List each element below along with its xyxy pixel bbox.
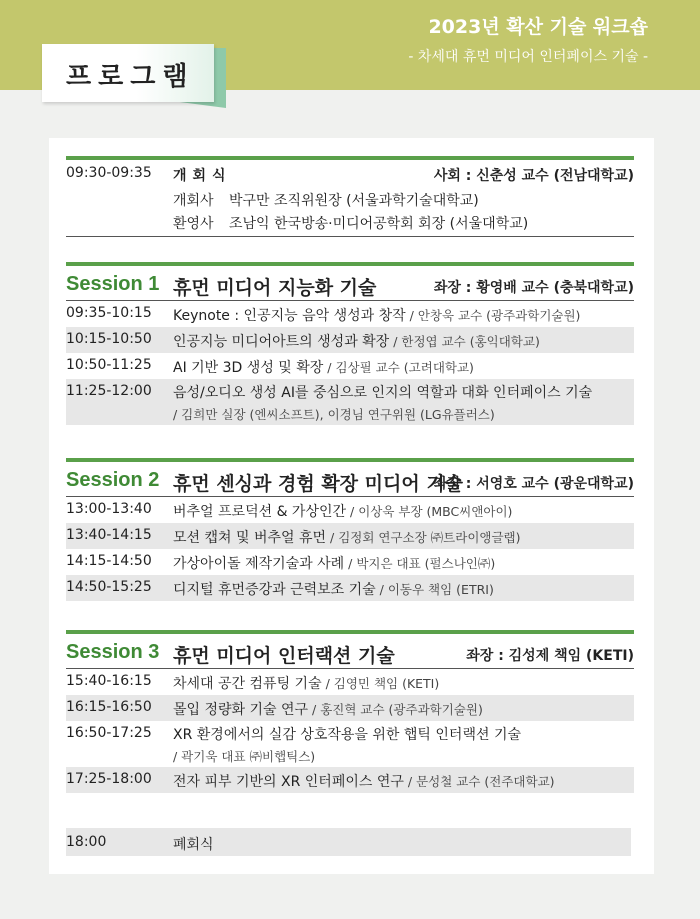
schedule-row (66, 767, 634, 793)
row-time: 10:50-11:25 (66, 357, 152, 373)
row-time: 11:25-12:00 (66, 383, 152, 399)
schedule-row (66, 327, 634, 353)
session-number: Session 2 (66, 469, 160, 491)
opening-host: 사회 : 신춘성 교수 (전남대학교) (433, 168, 634, 184)
row-title: AI 기반 3D 생성 및 확장 (173, 360, 324, 376)
schedule-row (66, 549, 634, 575)
session-number: Session 3 (66, 641, 160, 663)
session-number: Session 1 (66, 273, 160, 295)
schedule-row (66, 301, 634, 327)
row-time: 16:15-16:50 (66, 699, 152, 715)
closing-time: 18:00 (66, 834, 107, 850)
opening-block (66, 160, 634, 236)
closing-row (66, 828, 631, 856)
row-speaker: / 이상욱 부장 (MBC씨앤아이) (346, 504, 513, 519)
session-chair: 좌장 : 김성제 책임 (KETI) (466, 648, 634, 664)
row-speaker: / 한정엽 교수 (홍익대학교) (389, 334, 540, 349)
schedule-row (66, 523, 634, 549)
opening-line-text: 박구만 조직위원장 (서울과학기술대학교) (229, 193, 479, 209)
session-chair: 좌장 : 서영호 교수 (광운대학교) (433, 476, 634, 492)
row-speaker: / 문성철 교수 (전주대학교) (403, 774, 555, 789)
row-time: 14:15-14:50 (66, 553, 152, 569)
row-time: 17:25-18:00 (66, 771, 152, 787)
row-time: 10:15-10:50 (66, 331, 152, 347)
row-speaker: / 곽기욱 대표 ㈜비햅틱스) (173, 749, 316, 764)
opening-line-text: 조남익 한국방송·미디어공학회 회장 (서울대학교) (229, 216, 529, 232)
row-title: XR 환경에서의 실감 상호작용을 위한 햅틱 인터랙션 기술 (173, 727, 521, 743)
session-header (66, 462, 634, 496)
program-tab (42, 44, 214, 102)
row-title: 버추얼 프로덕션 & 가상인간 (173, 504, 347, 520)
session-title: 휴먼 미디어 지능화 기술 (173, 277, 377, 299)
program-tab-label: 프로그램 (66, 62, 195, 92)
section-divider (66, 236, 634, 237)
schedule-row (66, 497, 634, 523)
opening-line-label: 환영사 (173, 216, 214, 232)
row-time: 16:50-17:25 (66, 725, 152, 741)
row-speaker: / 홍진혁 교수 (광주과학기술원) (308, 702, 483, 717)
row-title: 모션 캡쳐 및 버추얼 휴먼 (173, 530, 327, 546)
schedule-row (66, 575, 634, 601)
opening-line (173, 213, 528, 233)
row-speaker: / 김영민 책임 (KETI) (321, 676, 440, 691)
workshop-subtitle: - 차세대 휴먼 미디어 인터페이스 기술 - (408, 49, 648, 65)
row-title: 전자 피부 기반의 XR 인터페이스 연구 (173, 774, 404, 790)
opening-time: 09:30-09:35 (66, 165, 152, 181)
schedule-row (66, 695, 634, 721)
row-speaker: / 김정회 연구소장 ㈜트라이앵글랩) (326, 530, 521, 545)
session-chair: 좌장 : 황영배 교수 (충북대학교) (433, 280, 634, 296)
row-time: 13:40-14:15 (66, 527, 152, 543)
schedule-row (66, 721, 634, 767)
session-header (66, 634, 634, 668)
row-speaker: / 박지은 대표 (펄스나인㈜) (344, 556, 496, 571)
row-time: 14:50-15:25 (66, 579, 152, 595)
session-title: 휴먼 미디어 인터랙션 기술 (173, 645, 395, 667)
workshop-title: 2023년 확산 기술 워크숍 (428, 16, 648, 38)
row-speaker: / 이동우 책임 (ETRI) (375, 582, 494, 597)
row-time: 09:35-10:15 (66, 305, 152, 321)
row-title: 디지털 휴먼증강과 근력보조 기술 (173, 582, 376, 598)
row-title: 음성/오디오 생성 AI를 중심으로 인지의 역할과 대화 인터페이스 기술 (173, 385, 593, 401)
opening-line (173, 190, 479, 210)
schedule-row (66, 669, 634, 695)
row-title: 차세대 공간 컴퓨팅 기술 (173, 676, 322, 692)
program-card (49, 138, 654, 874)
session-header (66, 266, 634, 300)
session-title: 휴먼 센싱과 경험 확장 미디어 기술 (173, 473, 464, 495)
schedule-row (66, 353, 634, 379)
session-1 (66, 262, 634, 425)
row-speaker: / 안창욱 교수 (광주과학기술원) (405, 308, 581, 323)
session-3 (66, 630, 634, 793)
row-title: 몰입 정량화 기술 연구 (173, 702, 309, 718)
opening-section (66, 156, 634, 237)
row-time: 15:40-16:15 (66, 673, 152, 689)
row-title: 가상아이돌 제작기술과 사례 (173, 556, 345, 572)
schedule-row (66, 379, 634, 425)
row-title: 인공지능 미디어아트의 생성과 확장 (173, 334, 390, 350)
closing-title: 폐회식 (173, 837, 214, 853)
session-2 (66, 458, 634, 601)
row-speaker: / 김상필 교수 (고려대학교) (323, 360, 474, 375)
opening-line-label: 개회사 (173, 193, 214, 209)
row-title: Keynote : 인공지능 음악 생성과 창작 (173, 308, 406, 324)
opening-title: 개회식 (173, 168, 232, 184)
row-speaker: / 김희만 실장 (엔씨소프트), 이경님 연구위원 (LG유플러스) (173, 407, 495, 422)
row-time: 13:00-13:40 (66, 501, 152, 517)
